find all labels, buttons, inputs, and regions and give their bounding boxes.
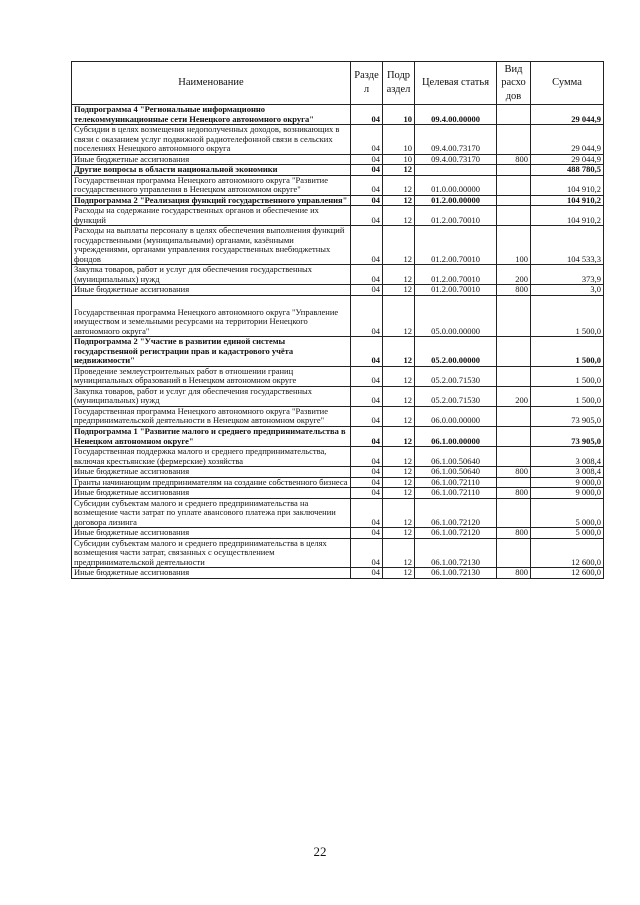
row-name-cell: Расходы на выплаты персоналу в целях обеспечения выполнения функций государственными (муниципальными) органами, казёнными учреждениями, органами управления государственных внебюджетных фондов (72, 226, 351, 265)
row-sum-cell: 104 910,2 (531, 206, 604, 226)
row-name-cell: Подпрограмма 1 "Развитие малого и среднего предпринимательства в Ненецком автономном округе" (72, 426, 351, 446)
row-name-cell: Закупка товаров, работ и услуг для обеспечения государственных (муниципальных) нужд (72, 386, 351, 406)
row-type-cell (497, 366, 531, 386)
row-sum-cell: 1 500,0 (531, 366, 604, 386)
row-sum-cell: 12 600,0 (531, 568, 604, 579)
row-type-cell (497, 498, 531, 528)
table-row (72, 488, 604, 499)
row-type-cell (497, 447, 531, 467)
row-section-cell: 04 (351, 105, 383, 125)
table-row (72, 206, 604, 226)
row-type-cell: 800 (497, 154, 531, 165)
row-subsection-cell: 10 (383, 125, 415, 155)
table-row (72, 295, 604, 337)
row-sum-cell: 12 600,0 (531, 538, 604, 568)
row-target-cell: 06.1.00.72110 (415, 477, 497, 488)
row-sum-cell: 29 044,9 (531, 125, 604, 155)
row-sum-cell: 3,0 (531, 285, 604, 296)
row-target-cell: 06.1.00.50640 (415, 447, 497, 467)
row-name-cell: Другие вопросы в области национальной экономики (72, 165, 351, 176)
row-subsection-cell: 12 (383, 165, 415, 176)
table-row (72, 447, 604, 467)
row-sum-cell: 5 000,0 (531, 498, 604, 528)
row-subsection-cell: 12 (383, 366, 415, 386)
row-subsection-cell: 12 (383, 538, 415, 568)
row-name-cell: Подпрограмма 2 "Участие в развитии единой системы государственной регистрации прав и кадастрового учёта недвижимости" (72, 337, 351, 367)
table-row (72, 498, 604, 528)
row-target-cell: 01.2.00.00000 (415, 195, 497, 206)
row-target-cell: 06.1.00.72130 (415, 568, 497, 579)
row-type-cell: 800 (497, 285, 531, 296)
row-subsection-cell: 12 (383, 477, 415, 488)
row-target-cell: 09.4.00.00000 (415, 105, 497, 125)
row-section-cell: 04 (351, 447, 383, 467)
row-sum-cell: 73 905,0 (531, 406, 604, 426)
row-type-cell: 200 (497, 386, 531, 406)
row-subsection-cell: 10 (383, 154, 415, 165)
row-subsection-cell: 10 (383, 105, 415, 125)
row-sum-cell: 488 780,5 (531, 165, 604, 176)
row-target-cell: 05.0.00.00000 (415, 295, 497, 337)
row-subsection-cell: 12 (383, 406, 415, 426)
table-row (72, 426, 604, 446)
row-target-cell: 05.2.00.71530 (415, 366, 497, 386)
row-section-cell: 04 (351, 175, 383, 195)
row-name-cell: Государственная программа Ненецкого автономного округа "Развитие государственного управления в Ненецком автономном округе" (72, 175, 351, 195)
row-sum-cell: 29 044,9 (531, 105, 604, 125)
row-name-cell: Проведение землеустроительных работ в отношении границ муниципальных образований в Ненецком автономном округе (72, 366, 351, 386)
row-type-cell (497, 165, 531, 176)
row-type-cell (497, 426, 531, 446)
row-type-cell (497, 105, 531, 125)
table-row (72, 154, 604, 165)
row-type-cell: 800 (497, 568, 531, 579)
table-row (72, 406, 604, 426)
row-name-cell: Субсидии субъектам малого и среднего предпринимательства в целях возмещения части затрат, связанных с осуществлением предпринимательской деятельности (72, 538, 351, 568)
row-subsection-cell: 12 (383, 195, 415, 206)
row-target-cell: 09.4.00.73170 (415, 125, 497, 155)
row-type-cell: 800 (497, 488, 531, 499)
row-type-cell: 200 (497, 265, 531, 285)
row-sum-cell: 3 008,4 (531, 467, 604, 478)
row-section-cell: 04 (351, 467, 383, 478)
header-section: Разде л (351, 62, 383, 105)
row-type-cell (497, 406, 531, 426)
row-name-cell: Закупка товаров, работ и услуг для обеспечения государственных (муниципальных) нужд (72, 265, 351, 285)
table-row (72, 477, 604, 488)
table-row (72, 386, 604, 406)
row-type-cell (497, 477, 531, 488)
row-subsection-cell: 12 (383, 206, 415, 226)
header-target: Целевая статья (415, 62, 497, 105)
row-section-cell: 04 (351, 366, 383, 386)
header-subsection: Подр аздел (383, 62, 415, 105)
row-sum-cell: 373,9 (531, 265, 604, 285)
row-name-cell: Гранты начинающим предпринимателям на создание собственного бизнеса (72, 477, 351, 488)
table-row (72, 195, 604, 206)
row-section-cell: 04 (351, 195, 383, 206)
row-subsection-cell: 12 (383, 488, 415, 499)
row-sum-cell: 104 533,3 (531, 226, 604, 265)
row-section-cell: 04 (351, 568, 383, 579)
row-section-cell: 04 (351, 285, 383, 296)
row-target-cell: 06.1.00.72130 (415, 538, 497, 568)
row-type-cell: 800 (497, 467, 531, 478)
row-name-cell: Иные бюджетные ассигнования (72, 488, 351, 499)
row-target-cell: 05.2.00.71530 (415, 386, 497, 406)
row-type-cell (497, 125, 531, 155)
row-target-cell: 01.2.00.70010 (415, 226, 497, 265)
row-name-cell: Иные бюджетные ассигнования (72, 467, 351, 478)
table-row (72, 105, 604, 125)
row-target-cell: 01.2.00.70010 (415, 285, 497, 296)
row-sum-cell: 9 000,0 (531, 488, 604, 499)
row-section-cell: 04 (351, 337, 383, 367)
row-name-cell: Субсидии субъектам малого и среднего предпринимательства на возмещение части затрат по уплате авансового платежа при заключении договора лизинга (72, 498, 351, 528)
row-target-cell: 06.1.00.72110 (415, 488, 497, 499)
row-target-cell: 06.1.00.00000 (415, 426, 497, 446)
row-sum-cell: 1 500,0 (531, 295, 604, 337)
row-subsection-cell: 12 (383, 295, 415, 337)
row-section-cell: 04 (351, 295, 383, 337)
row-subsection-cell: 12 (383, 498, 415, 528)
row-name-cell: Государственная поддержка малого и среднего предпринимательства, включая крестьянские (фермерские) хозяйства (72, 447, 351, 467)
row-name-cell: Иные бюджетные ассигнования (72, 528, 351, 539)
table-row (72, 265, 604, 285)
row-subsection-cell: 12 (383, 568, 415, 579)
table-row (72, 337, 604, 367)
row-subsection-cell: 12 (383, 285, 415, 296)
row-target-cell (415, 165, 497, 176)
row-sum-cell: 9 000,0 (531, 477, 604, 488)
row-type-cell (497, 538, 531, 568)
row-target-cell: 06.0.00.00000 (415, 406, 497, 426)
row-target-cell: 06.1.00.50640 (415, 467, 497, 478)
table-row (72, 125, 604, 155)
row-sum-cell: 1 500,0 (531, 337, 604, 367)
row-type-cell (497, 206, 531, 226)
row-sum-cell: 104 910,2 (531, 175, 604, 195)
table-row (72, 175, 604, 195)
row-type-cell: 100 (497, 226, 531, 265)
row-name-cell: Субсидии в целях возмещения недополученных доходов, возникающих в связи с оказанием услуг подвижной радиотелефонной связи в сельских поселениях Ненецкого автономного округа (72, 125, 351, 155)
row-name-cell: Подпрограмма 4 "Региональные информационно телекоммуникационные сети Ненецкого автономного округа" (72, 105, 351, 125)
row-sum-cell: 73 905,0 (531, 426, 604, 446)
row-section-cell: 04 (351, 406, 383, 426)
row-section-cell: 04 (351, 154, 383, 165)
row-target-cell: 06.1.00.72120 (415, 528, 497, 539)
table-row (72, 366, 604, 386)
row-target-cell: 05.2.00.00000 (415, 337, 497, 367)
row-name-cell: Иные бюджетные ассигнования (72, 568, 351, 579)
row-subsection-cell: 12 (383, 447, 415, 467)
header-sum: Сумма (531, 62, 604, 105)
table-row (72, 285, 604, 296)
row-target-cell: 06.1.00.72120 (415, 498, 497, 528)
row-section-cell: 04 (351, 528, 383, 539)
row-section-cell: 04 (351, 226, 383, 265)
row-name-cell: Государственная программа Ненецкого автономного округа "Управление имуществом и земельными ресурсами на территории Ненецкого автономного округа" (72, 295, 351, 337)
row-type-cell: 800 (497, 528, 531, 539)
page-number: 22 (313, 844, 327, 859)
header-type: Вид расхо дов (497, 62, 531, 105)
row-target-cell: 01.0.00.00000 (415, 175, 497, 195)
row-sum-cell: 3 008,4 (531, 447, 604, 467)
row-section-cell: 04 (351, 125, 383, 155)
row-subsection-cell: 12 (383, 426, 415, 446)
row-sum-cell: 5 000,0 (531, 528, 604, 539)
row-section-cell: 04 (351, 426, 383, 446)
row-type-cell (497, 195, 531, 206)
row-type-cell (497, 295, 531, 337)
row-target-cell: 01.2.00.70010 (415, 265, 497, 285)
row-section-cell: 04 (351, 498, 383, 528)
table-row (72, 467, 604, 478)
row-name-cell: Иные бюджетные ассигнования (72, 285, 351, 296)
row-subsection-cell: 12 (383, 528, 415, 539)
row-section-cell: 04 (351, 538, 383, 568)
table-row (72, 568, 604, 579)
row-subsection-cell: 12 (383, 265, 415, 285)
row-sum-cell: 104 910,2 (531, 195, 604, 206)
row-subsection-cell: 12 (383, 337, 415, 367)
row-target-cell: 01.2.00.70010 (415, 206, 497, 226)
table-row (72, 538, 604, 568)
row-subsection-cell: 12 (383, 226, 415, 265)
row-name-cell: Государственная программа Ненецкого автономного округа "Развитие предпринимательской деятельности в Ненецком автономном округе" (72, 406, 351, 426)
row-name-cell: Подпрограмма 2 "Реализация функций государственного управления" (72, 195, 351, 206)
table-row (72, 528, 604, 539)
row-section-cell: 04 (351, 165, 383, 176)
row-name-cell: Расходы на содержание государственных органов и обеспечение их функций (72, 206, 351, 226)
budget-table (71, 61, 604, 579)
row-name-cell: Иные бюджетные ассигнования (72, 154, 351, 165)
row-section-cell: 04 (351, 206, 383, 226)
header-name: Наименование (72, 62, 351, 105)
row-type-cell (497, 337, 531, 367)
row-section-cell: 04 (351, 488, 383, 499)
row-sum-cell: 1 500,0 (531, 386, 604, 406)
table-row (72, 165, 604, 176)
row-sum-cell: 29 044,9 (531, 154, 604, 165)
row-type-cell (497, 175, 531, 195)
row-target-cell: 09.4.00.73170 (415, 154, 497, 165)
row-subsection-cell: 12 (383, 175, 415, 195)
row-section-cell: 04 (351, 386, 383, 406)
table-header-row (72, 62, 604, 105)
row-subsection-cell: 12 (383, 386, 415, 406)
row-subsection-cell: 12 (383, 467, 415, 478)
table-row (72, 226, 604, 265)
row-section-cell: 04 (351, 265, 383, 285)
row-section-cell: 04 (351, 477, 383, 488)
table-body (72, 105, 604, 579)
